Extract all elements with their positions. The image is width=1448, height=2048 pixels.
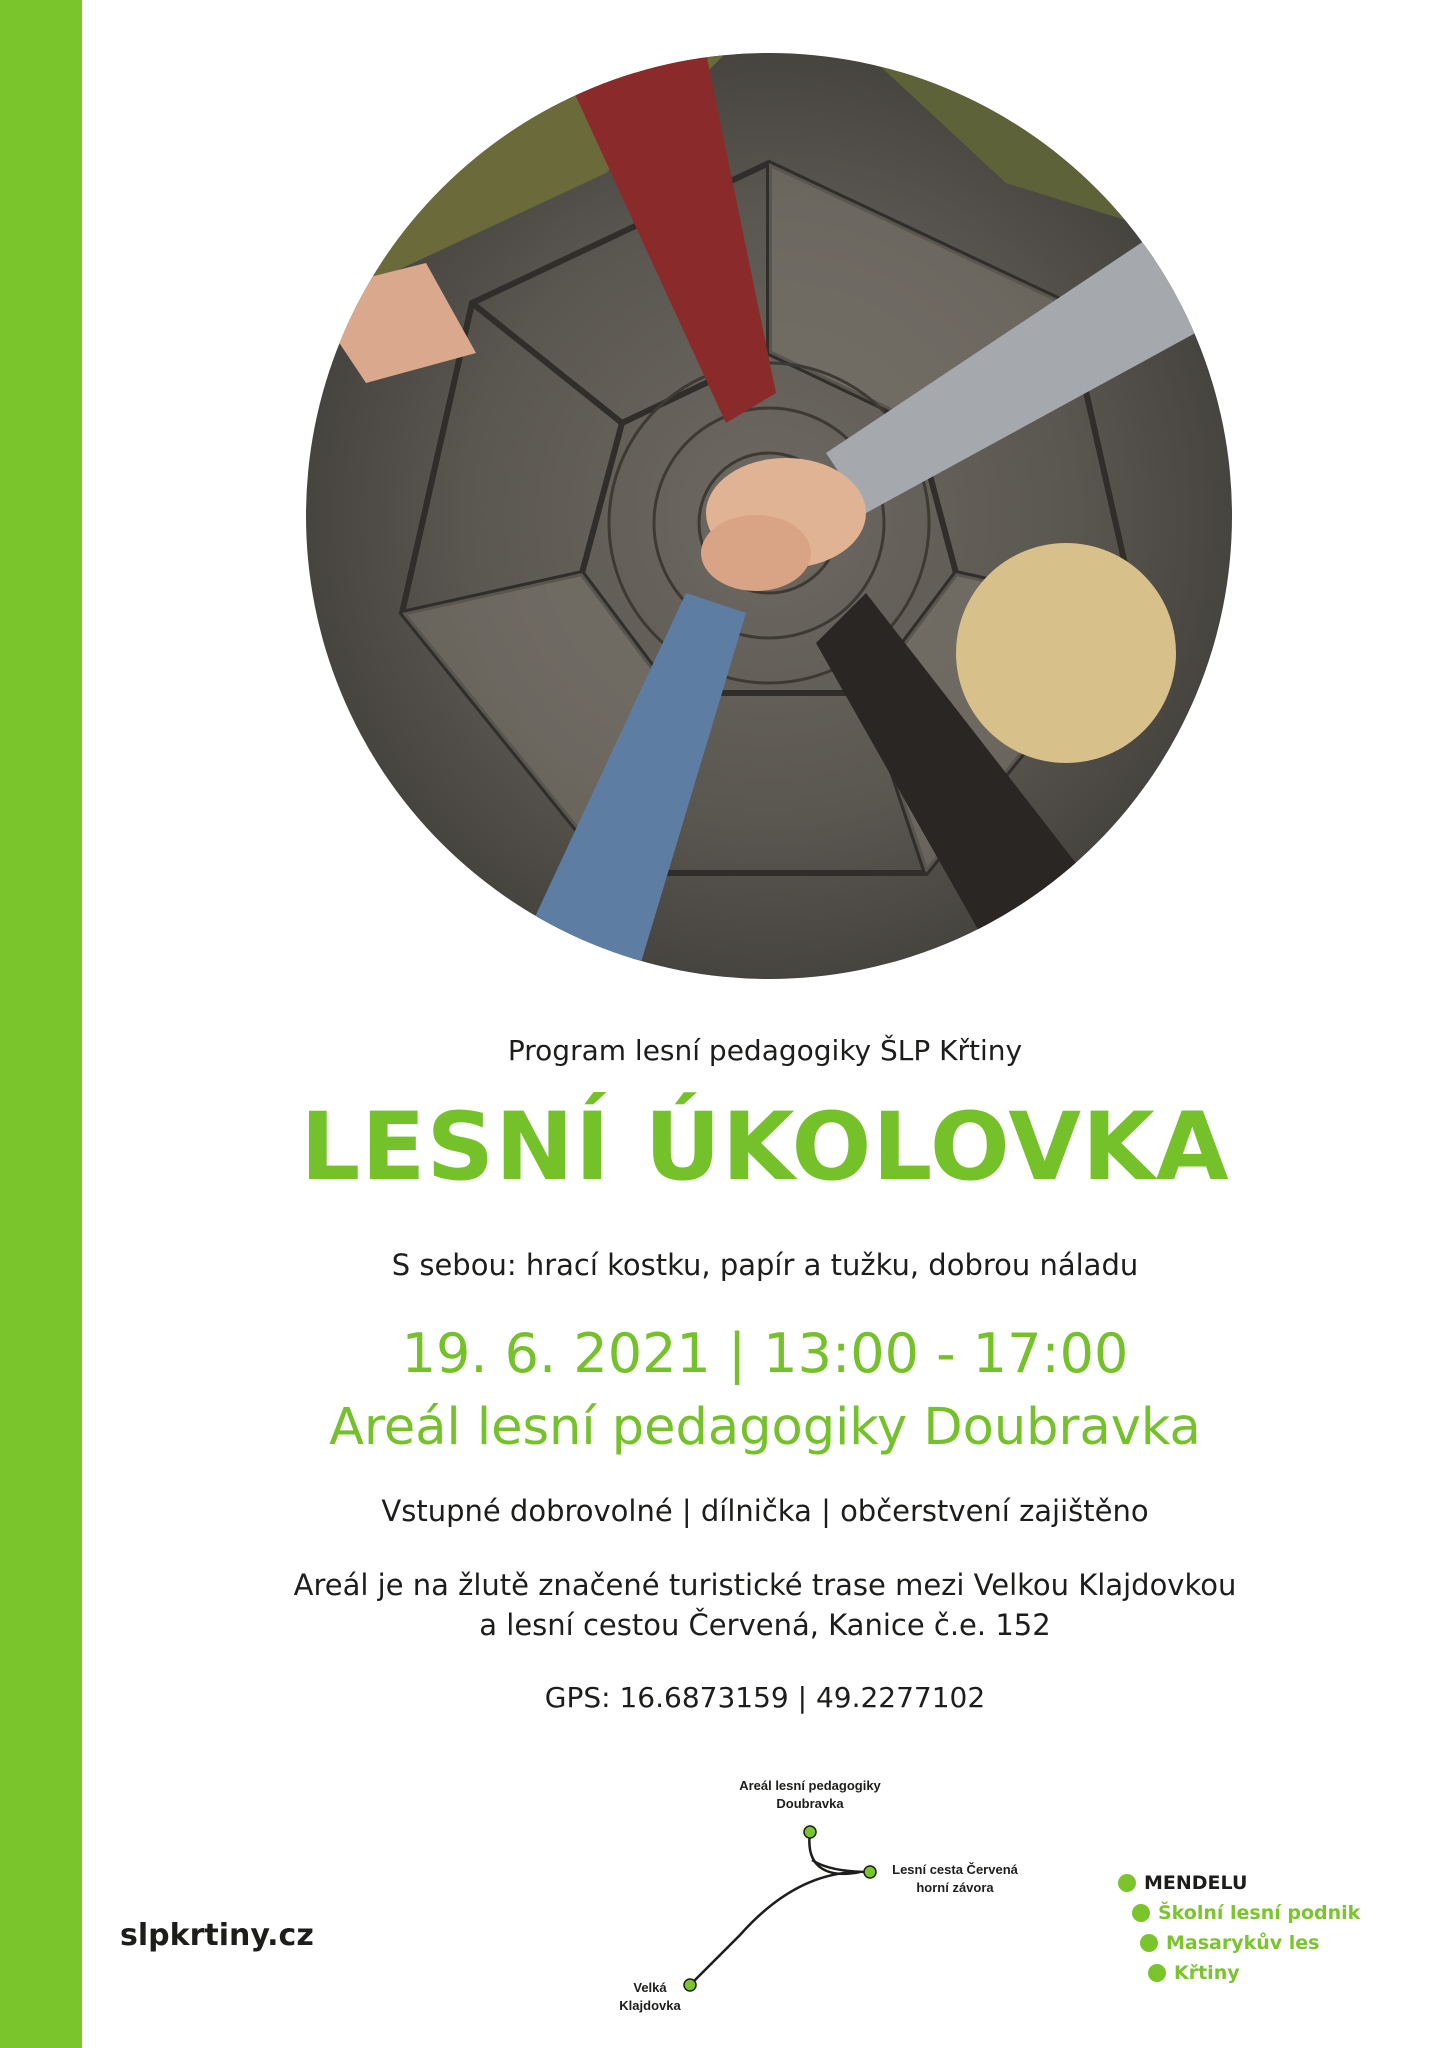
logo-dot-icon (1132, 1904, 1150, 1922)
map-label-klajdovka-line2: Klajdovka (619, 1998, 681, 2013)
route-map (600, 1760, 1060, 2020)
logo-dot-icon (1118, 1874, 1136, 1892)
hands-photo (306, 53, 1232, 979)
hands-photo-illustration (306, 53, 1232, 979)
map-label-klajdovka-line1: Velká (633, 1980, 667, 1995)
event-venue: Areál lesní pedagogiky Doubravka (329, 1398, 1201, 1457)
logo-skolni-lesni-podnik: Školní lesní podnik (1158, 1902, 1361, 1924)
logo-dot-icon (1140, 1934, 1158, 1952)
website-link[interactable]: slpkrtiny.cz (120, 1918, 314, 1953)
route-description-line2: a lesní cestou Červená, Kanice č.e. 152 (479, 1608, 1051, 1642)
map-point-klajdovka (684, 1979, 696, 1991)
logo-mendelu: MENDELU (1144, 1872, 1248, 1894)
logo-row-1 (1118, 1872, 1247, 1894)
mendelu-logo (1118, 1872, 1361, 2002)
what-to-bring: S sebou: hrací kostku, papír a tužku, dobrou náladu (391, 1248, 1139, 1282)
left-green-bar (0, 0, 82, 2048)
logo-row-3 (1140, 1932, 1319, 1954)
map-label-areal-line2: Doubravka (776, 1796, 844, 1811)
map-label-cervena-line1: Lesní cesta Červená (892, 1862, 1018, 1877)
map-label-cervena-line2: horní závora (916, 1880, 994, 1895)
map-label-areal-line1: Areál lesní pedagogiky (739, 1778, 881, 1793)
event-info: Vstupné dobrovolné | dílnička | občerstvení zajištěno (381, 1494, 1149, 1528)
logo-masarykuv-les: Masarykův les (1166, 1932, 1320, 1954)
logo-row-2 (1132, 1902, 1360, 1924)
page-title: LESNÍ ÚKOLOVKA (300, 1093, 1230, 1202)
event-datetime: 19. 6. 2021 | 13:00 - 17:00 (401, 1322, 1129, 1385)
route-map-drawing (600, 1760, 1060, 2020)
logo-krtiny: Křtiny (1174, 1962, 1240, 1984)
map-point-cervena (864, 1866, 876, 1878)
map-point-areal (804, 1826, 816, 1838)
route-description-line1: Areál je na žlutě značené turistické trase mezi Velkou Klajdovkou (293, 1568, 1237, 1602)
program-subtitle: Program lesní pedagogiky ŠLP Křtiny (507, 1034, 1023, 1067)
logo-dot-icon (1148, 1964, 1166, 1982)
gps-coordinates: GPS: 16.6873159 | 49.2277102 (544, 1681, 986, 1714)
logo-row-4 (1148, 1962, 1240, 1984)
